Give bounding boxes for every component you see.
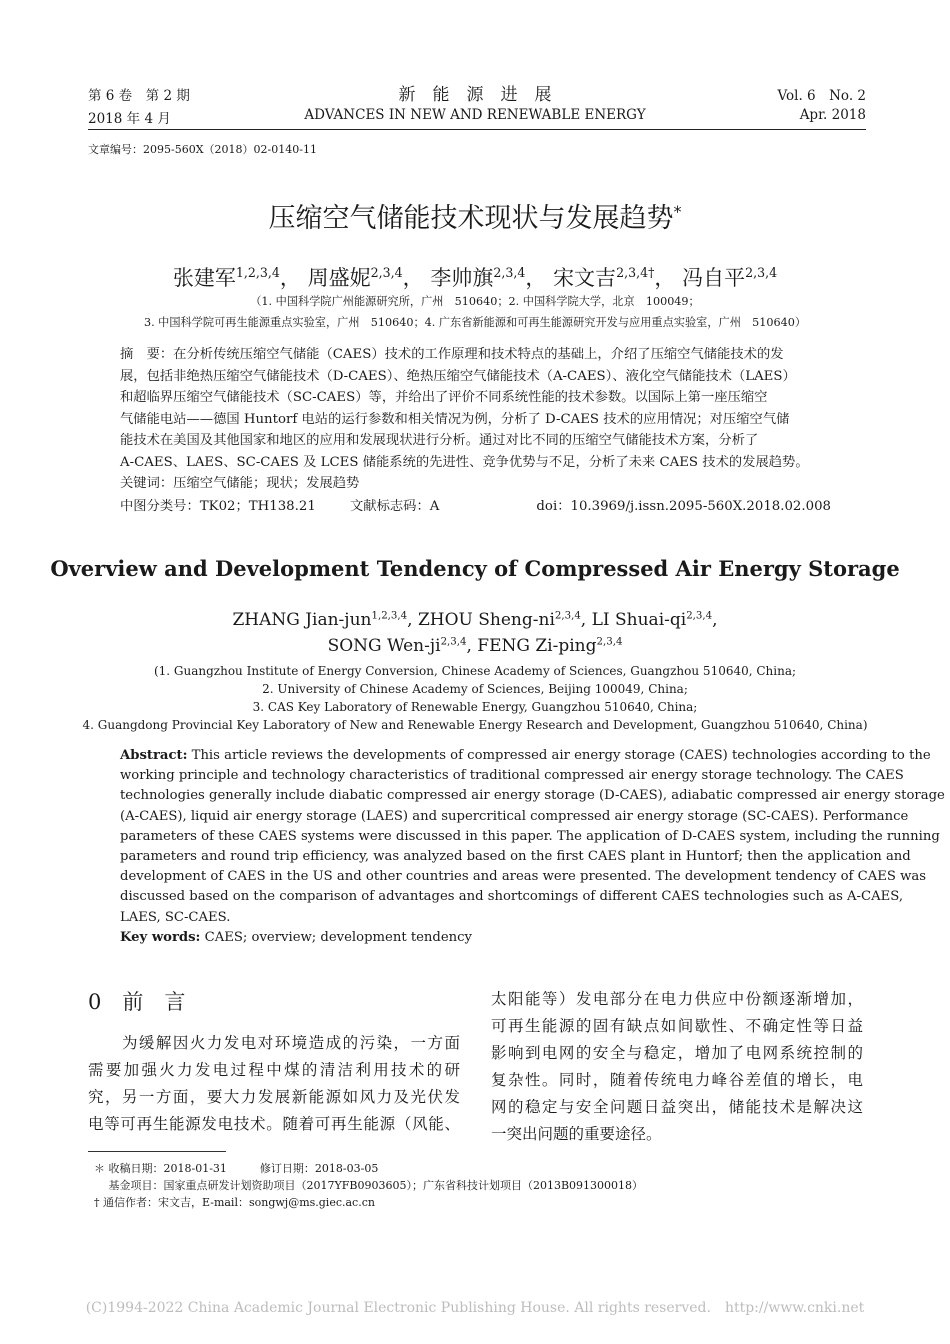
keywords-cn: 关键词：压缩空气储能；现状；发展趋势 [120, 476, 360, 491]
authors-en-line1 [0, 610, 950, 630]
abstract-en-line: (A-CAES), liquid air energy storage (LAES) and supercritical compressed air energy storage (SC-CAES). Performance [120, 808, 909, 824]
author-en: ZHANG Jian-jun$^{1,2,3,4}$, [232, 610, 418, 630]
journal-title-en: ADVANCES IN NEW AND RENEWABLE ENERGY [304, 107, 646, 123]
date-en: Apr. 2018 [799, 107, 866, 123]
author-cn: 张建军$^{1,2,3,4}$， [172, 265, 301, 290]
abstract-en-line: LAES, SC-CAES. [120, 909, 231, 925]
doi[interactable]: doi：10.3969/j.issn.2095-560X.2018.02.008 [536, 499, 831, 514]
volume-info-en: Vol. 6 No. 2 [777, 88, 866, 104]
affiliation-en: (1. Guangzhou Institute of Energy Conversion, Chinese Academy of Sciences, Guangzhou 510640, China; [153, 664, 797, 678]
abstract-cn-line: 摘 要：在分析传统压缩空气储能（CAES）技术的工作原理和技术特点的基础上，介绍了压缩空气储能技术的发 [120, 347, 784, 362]
author-cn: 宋文吉$^{2,3,4\dagger}$， [553, 265, 676, 290]
abstract-en-line: working principle and technology characteristics of traditional compressed air energy storage technology. The CAES [120, 768, 904, 784]
body-right-column [491, 986, 863, 1148]
authors-cn [0, 262, 950, 292]
page-title: 压缩空气储能技术现状与发展趋势* [268, 202, 682, 234]
abstract-en-line: development of CAES in the US and other countries and areas were presented. The development tendency of CAES was [120, 869, 926, 885]
affiliation-cn: （1. 中国科学院广州能源研究所，广州 510640；2. 中国科学院大学，北京 100049； [250, 295, 700, 308]
footnote-received: ＊ 收稿日期：2018-01-31 修订日期：2018-03-05 [94, 1162, 379, 1175]
classification-code: 中图分类号：TK02；TH138.21 [120, 499, 316, 514]
body-line: 复杂性。同时，随着传统电力峰谷差值的增长，电 [491, 1071, 863, 1089]
abstract-en-line: parameters and round trip efficiency, was analyzed based on the first CAES plant in Huntorf; then the application and [120, 849, 911, 865]
header-rule [88, 129, 866, 130]
abstract-cn-line: 能技术在美国及其他国家和地区的应用和发展现状进行分析。通过对比不同的压缩空气储能技术方案，分析了 [120, 433, 759, 448]
abstract-cn-line: A-CAES、LAES、SC-CAES 及 LCES 储能系统的先进性、竞争优势与不足，分析了未来 CAES 技术的发展趋势。 [120, 454, 809, 470]
body-line: 为缓解因火力发电对环境造成的污染，一方面 [88, 1034, 460, 1052]
article-number: 文章编号：2095-560X（2018）02-0140-11 [88, 143, 317, 156]
body-line: 需要加强火力发电过程中煤的清洁利用技术的研 [88, 1061, 460, 1079]
title-en: Overview and Development Tendency of Compressed Air Energy Storage [50, 556, 900, 581]
footnotes [94, 1160, 643, 1211]
authors-en-line2 [0, 636, 950, 656]
body-line: 影响到电网的安全与稳定，增加了电网系统控制的 [491, 1044, 863, 1062]
issue-info: 第 6 卷 第 2 期 [88, 88, 190, 104]
affiliation-cn: 3. 中国科学院可再生能源重点实验室，广州 510640；4. 广东省新能源和可再生能源研究开发与应用重点实验室，广州 510640） [143, 316, 807, 329]
abstract-en [120, 746, 945, 948]
footnote-funding: 基金项目：国家重点研发计划资助项目（2017YFB0903605）；广东省科技计划项目（2013B091300018） [94, 1179, 644, 1192]
abstract-en-line: discussed based on the comparison of advantages and shortcomings of different CAES technologies such as A-CAES, [120, 889, 904, 905]
copyright-notice: (C)1994-2022 China Academic Journal Electronic Publishing House. All rights reserved. http://www.cnki.net [85, 1300, 865, 1316]
affiliation-en: 2. University of Chinese Academy of Sciences, Beijing 100049, China; [262, 682, 688, 696]
body-line: 太阳能等）发电部分在电力供应中份额逐渐增加， [491, 990, 863, 1008]
keywords-en: Key words: CAES; overview; development tendency [120, 929, 472, 945]
journal-title-cn: 新 能 源 进 展 [398, 85, 552, 105]
author-en: LI Shuai-qi$^{2,3,4}$, [591, 610, 718, 630]
affiliation-en: 4. Guangdong Provincial Key Laboratory of New and Renewable Energy Research and Development, Guangzhou 510640, China) [82, 718, 868, 732]
affiliation-en: 3. CAS Key Laboratory of Renewable Energy, Guangzhou 510640, China; [252, 700, 698, 714]
abstract-cn-line: 展，包括非绝热压缩空气储能技术（D-CAES）、绝热压缩空气储能技术（A-CAES）、液化空气储能技术（LAES） [120, 368, 796, 384]
author-en: SONG Wen-ji$^{2,3,4}$, [327, 636, 478, 656]
abstract-cn-line: 气储能电站——德国 Huntorf 电站的运行参数和相关情况为例，分析了 D-CAES 技术的应用情况；对压缩空气储 [120, 411, 790, 427]
author-cn: 冯自平$^{2,3,4}$ [682, 265, 778, 290]
abstract-en-line: technologies generally include diabatic compressed air energy storage (D-CAES), adiabatic compressed air energy storage [120, 788, 945, 804]
section-heading: 0 前 言 [88, 990, 186, 1014]
document-code: 文献标志码：A [350, 499, 440, 514]
footnote-rule [88, 1151, 226, 1152]
author-en: ZHOU Sheng-ni$^{2,3,4}$, [417, 610, 592, 630]
body-line: 可再生能源的固有缺点如间歇性、不确定性等日益 [491, 1017, 863, 1035]
abstract-cn [120, 344, 832, 495]
body-left-column [88, 1030, 460, 1138]
abstract-en-line: parameters of these CAES systems were discussed in this paper. The application of D-CAES system, including the running [120, 828, 940, 844]
abstract-cn-line: 和超临界压缩空气储能技术（SC-CAES）等，并给出了评价不同系统性能的技术参数。以国际上第一座压缩空 [120, 390, 768, 405]
author-cn: 周盛妮$^{2,3,4}$， [307, 265, 424, 290]
author-en: FENG Zi-ping$^{2,3,4}$ [477, 636, 623, 656]
body-line: 网的稳定与安全问题日益突出，储能技术是解决这 [491, 1098, 863, 1116]
body-line: 电等可再生能源发电技术。随着可再生能源（风能、 [88, 1115, 460, 1133]
abstract-en-line: Abstract: This article reviews the developments of compressed air energy storage (CAES) technologies according to the [120, 748, 931, 763]
footnote-corresponding: † 通信作者：宋文吉，E-mail：songwj@ms.giec.ac.cn [94, 1196, 375, 1209]
author-cn: 李帅旗$^{2,3,4}$， [430, 265, 547, 290]
body-line: 一突出问题的重要途径。 [491, 1125, 662, 1143]
body-line: 究，另一方面，要大力发展新能源如风力及光伏发 [88, 1088, 460, 1106]
issue-date: 2018 年 4 月 [88, 111, 171, 127]
